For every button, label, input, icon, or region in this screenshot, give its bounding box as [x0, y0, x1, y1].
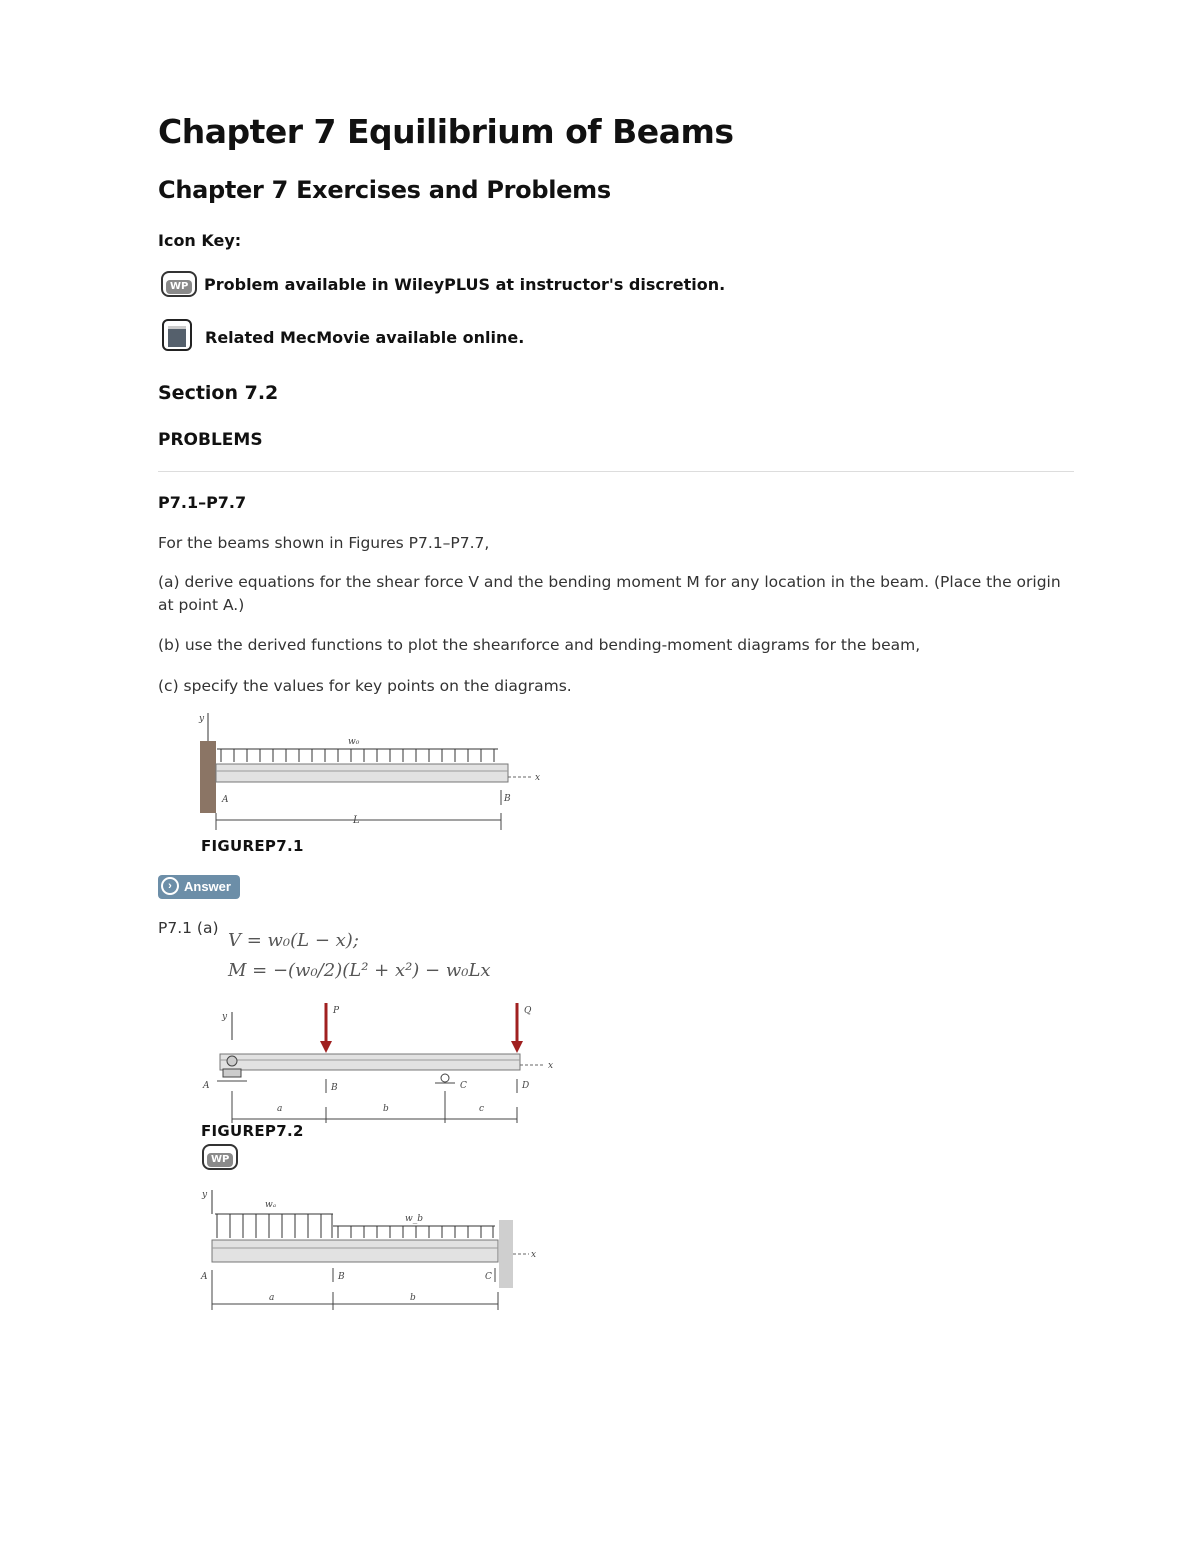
wp-icon	[161, 271, 197, 297]
fig3-a-label: A	[201, 1272, 208, 1282]
movie-clapper-icon	[162, 319, 192, 351]
fig2-b-point-label: B	[331, 1083, 338, 1093]
icon-key-label: Icon Key:	[158, 231, 242, 250]
fig3-c-point-label: C	[485, 1272, 492, 1282]
answer-equation-shear: V = w₀(L − x);	[228, 930, 359, 951]
problem-part-b: (b) use the derived functions to plot the shearıforce and bending-moment diagrams for the beam,	[158, 636, 921, 654]
fig1-length-label: L	[353, 815, 360, 826]
figure-p7-2	[195, 995, 565, 1125]
problem-part-c: (c) specify the values for key points on the diagrams.	[158, 677, 572, 695]
figure-p7-2-wp-text: WP	[207, 1153, 233, 1167]
fig1-beam	[216, 764, 508, 782]
fig1-distributed-load	[221, 749, 494, 762]
fig2-c-point-label: C	[460, 1081, 467, 1091]
figure-p7-1-caption: FIGUREP7.1	[201, 837, 304, 855]
problem-intro: For the beams shown in Figures P7.1–P7.7,	[158, 534, 490, 552]
fig2-dim-c-label: c	[479, 1104, 485, 1114]
fig3-dim-b-label: b	[410, 1293, 416, 1303]
fig2-dim-b-label: b	[383, 1104, 389, 1114]
figure-p7-3	[195, 1180, 555, 1315]
answer-button[interactable]	[158, 875, 240, 899]
fig2-q-label: Q	[524, 1006, 532, 1016]
fig1-a-label: A	[222, 795, 229, 805]
problem-id: P7.1–P7.7	[158, 493, 247, 512]
section-heading: Section 7.2	[158, 382, 279, 404]
problems-heading: PROBLEMS	[158, 430, 263, 450]
fig3-distributed-load-b	[333, 1226, 495, 1238]
fig1-load-label: w₀	[348, 737, 360, 747]
fig2-x-label: x	[548, 1061, 554, 1071]
fig3-y-label: y	[202, 1190, 208, 1200]
fig2-load-q-arrow	[511, 1003, 523, 1053]
fig2-dim-a-label: a	[277, 1104, 283, 1114]
fig1-b-label: B	[504, 794, 511, 804]
movie-description: Related MecMovie available online.	[205, 328, 525, 347]
fig3-load-a-label: wₐ	[265, 1200, 277, 1210]
fig2-beam	[220, 1054, 520, 1070]
fig2-load-p-arrow	[320, 1003, 332, 1053]
fig3-x-label: x	[531, 1250, 537, 1260]
divider	[158, 471, 1074, 472]
page-title: Chapter 7 Equilibrium of Beams	[158, 112, 734, 151]
fig2-d-point-label: D	[522, 1081, 530, 1091]
fig3-b-point-label: B	[338, 1272, 345, 1282]
fig1-y-label: y	[199, 714, 205, 724]
wp-icon-text: WP	[166, 280, 192, 294]
chevron-right-icon: ›	[161, 877, 179, 895]
figure-p7-2-caption: FIGUREP7.2	[201, 1122, 304, 1140]
fig1-wall	[200, 741, 216, 813]
figure-p7-2-wp-icon	[202, 1144, 238, 1170]
wp-description: Problem available in WileyPLUS at instructor's discretion.	[204, 275, 726, 294]
fig2-p-label: P	[333, 1006, 340, 1016]
fig1-x-label: x	[535, 773, 541, 783]
fig2-roller-support-c	[435, 1074, 455, 1083]
fig2-y-label: y	[222, 1012, 228, 1022]
figure-p7-1	[195, 705, 555, 835]
answer-equation-moment: M = −(w₀/2)(L² + x²) − w₀Lx	[228, 960, 491, 981]
answer-label: P7.1 (a)	[158, 919, 219, 937]
fig2-a-label: A	[203, 1081, 210, 1091]
fig3-beam	[212, 1240, 498, 1262]
problem-part-a-line2: at point A.)	[158, 596, 245, 614]
answer-button-label: Answer	[184, 879, 231, 894]
problem-part-a-line1: (a) derive equations for the shear force V and the bending moment M for any location in the beam. (Place the origin	[158, 573, 1061, 591]
fig3-load-b-label: w_b	[405, 1214, 423, 1224]
fig3-dim-a-label: a	[269, 1293, 275, 1303]
page-subtitle: Chapter 7 Exercises and Problems	[158, 176, 611, 204]
fig3-wall	[499, 1220, 513, 1288]
fig3-distributed-load-a	[215, 1214, 333, 1238]
